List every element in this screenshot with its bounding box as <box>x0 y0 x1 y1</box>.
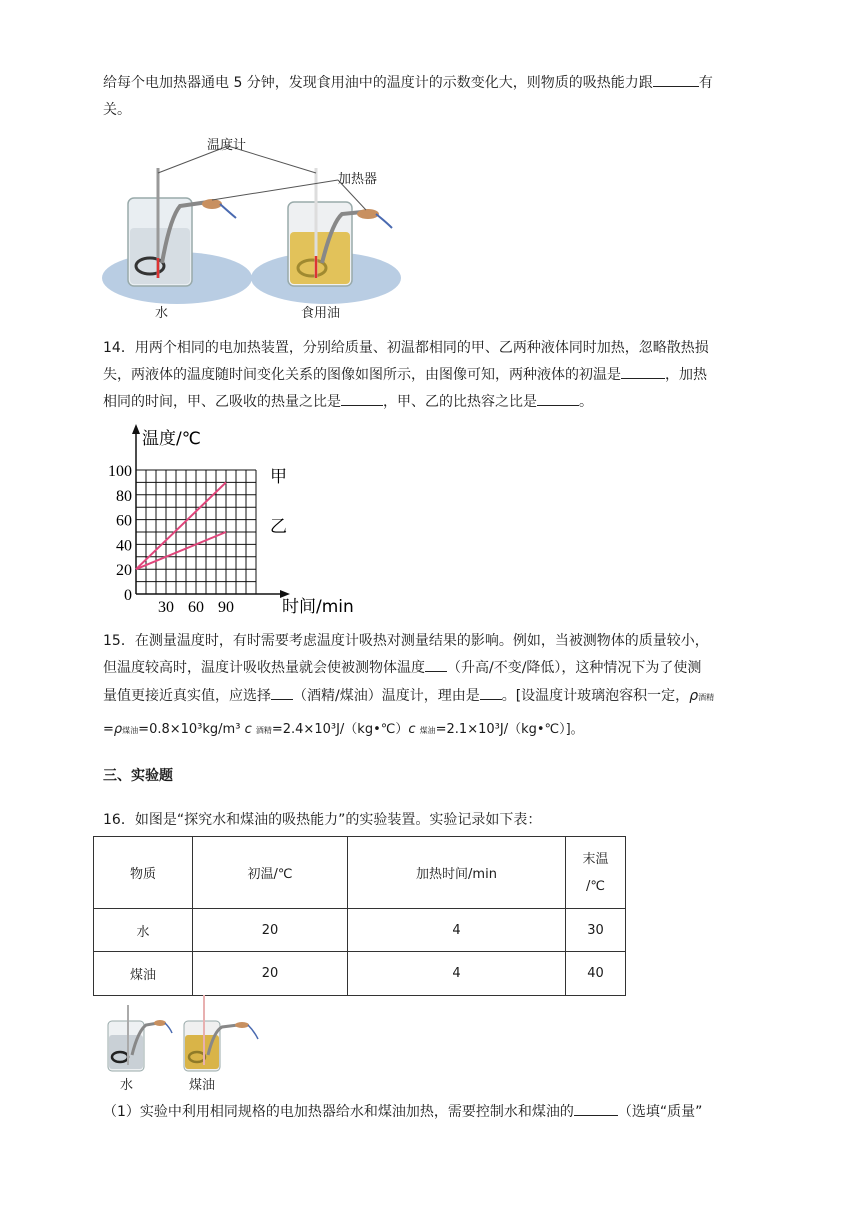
chart-grid <box>136 470 256 594</box>
table-cell: 40 <box>566 952 626 996</box>
header-substance: 物质 <box>94 837 193 909</box>
series-line-1 <box>136 532 226 569</box>
small-beakers-figure <box>100 995 270 1075</box>
table-row <box>94 952 626 996</box>
small-water-beaker <box>108 1005 172 1071</box>
answer-blank <box>425 670 447 672</box>
answer-blank <box>480 698 502 700</box>
header-final-temp: 末温 /℃ <box>566 837 626 909</box>
header-initial-temp: 初温/℃ <box>193 837 348 909</box>
water-label: 水 <box>155 306 169 321</box>
q16-line1: 16．如图是“探究水和煤油的吸热能力”的实验装置。实验记录如下表： <box>103 812 542 828</box>
answer-blank <box>621 377 665 379</box>
table-cell: 4 <box>348 909 566 952</box>
intro-line1: 给每个电加热器通电 5 分钟，发现食用油中的温度计的示数变化大，则物质的吸热能力跟 有 <box>103 75 713 91</box>
answer-blank <box>341 404 383 406</box>
series-line-0 <box>136 482 226 569</box>
table-cell: 20 <box>193 909 348 952</box>
table-row <box>94 909 626 952</box>
q15-line1: 15．在测量温度时，有时需要考虑温度计吸热对测量结果的影响。例如，当被测物体的质量较小， <box>103 633 709 649</box>
y-tick-label: 40 <box>116 537 132 555</box>
y-tick-label: 0 <box>124 587 132 604</box>
x-tick-label: 60 <box>188 599 204 616</box>
table-cell: 水 <box>94 909 193 952</box>
heater-leader-1 <box>212 180 338 200</box>
x-axis-label: 时间/min <box>282 597 354 617</box>
y-tick-label: 60 <box>116 512 132 530</box>
y-tick-label: 80 <box>116 487 132 505</box>
series-jia-label: 甲 <box>270 467 287 487</box>
table-cell: 4 <box>348 952 566 996</box>
intro-line2: 关。 <box>103 102 131 118</box>
answer-blank <box>271 698 293 700</box>
small-kerosene-label: 煤油 <box>189 1078 216 1093</box>
q14-line2: 失，两液体的温度随时间变化关系的图像如图所示，由图像可知，两种液体的初温是 ，加热 <box>103 367 707 383</box>
q15-line2: 但温度较高时，温度计吸收热量就会使被测物体温度 （升高/不变/降低），这种情况下为了使测 <box>103 660 702 676</box>
experiment-table <box>93 836 626 996</box>
table-cell: 20 <box>193 952 348 996</box>
y-tick-label: 100 <box>108 463 132 480</box>
q16-sub1: （1）实验中利用相同规格的电加热器给水和煤油加热，需要控制水和煤油的 （选填“质量” <box>103 1104 703 1120</box>
q15-line3: 量值更接近真实值，应选择 （酒精/煤油）温度计，理由是 。[设温度计玻璃泡容积一定，ρ酒精 <box>103 688 715 704</box>
oil-label: 食用油 <box>301 306 341 321</box>
section-title: 三、实验题 <box>103 768 173 784</box>
table-cell: 30 <box>566 909 626 952</box>
y-tick-label: 20 <box>116 562 132 580</box>
table-header-row <box>94 837 626 909</box>
small-water-label: 水 <box>120 1078 134 1093</box>
thermometer-label: 温度计 <box>207 138 247 153</box>
beakers-figure <box>100 128 420 323</box>
answer-blank <box>537 404 579 406</box>
x-tick-label: 90 <box>218 599 234 616</box>
q14-line3: 相同的时间，甲、乙吸收的热量之比是 ，甲、乙的比热容之比是 。 <box>103 394 593 410</box>
q14-line1: 14．用两个相同的电加热装置，分别给质量、初温都相同的甲、乙两种液体同时加热，忽略散热损 <box>103 340 709 356</box>
q15-line4: =ρ煤油=0.8×10³kg/m³ c 酒精=2.4×10³J/（kg•℃）c 煤油=2.1×10³J/（kg•℃）]。 <box>103 722 584 737</box>
small-kerosene-beaker <box>184 995 258 1071</box>
answer-blank <box>653 85 699 87</box>
y-axis-label: 温度/℃ <box>142 429 201 449</box>
answer-blank <box>574 1114 618 1116</box>
temperature-time-chart <box>100 422 370 618</box>
table-cell: 煤油 <box>94 952 193 996</box>
x-tick-label: 30 <box>158 599 174 616</box>
series-yi-label: 乙 <box>270 517 287 537</box>
heater-label: 加热器 <box>338 172 378 187</box>
header-heating-time: 加热时间/min <box>348 837 566 909</box>
